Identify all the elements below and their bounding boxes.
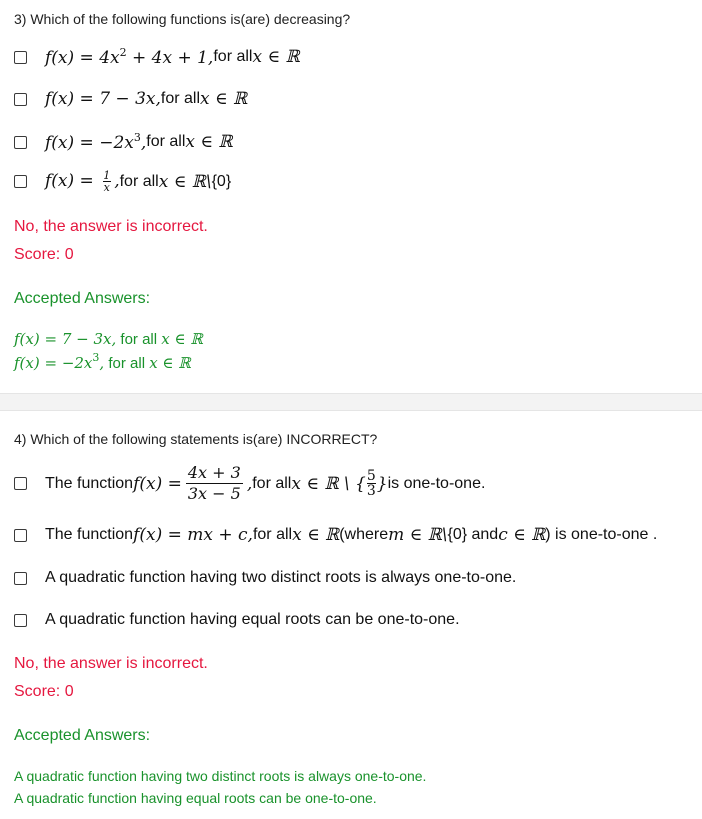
option-text: {0} and — [447, 526, 499, 543]
option-cond: x ∈ ℝ — [252, 47, 300, 67]
option-math: f(x) = $\frac{4x + 3}{3x - 5}$ , — [133, 463, 253, 503]
option-math: x ∈ ℝ — [292, 525, 340, 545]
option-math: f(x) = 7 − 3x, — [45, 89, 161, 109]
checkbox[interactable] — [14, 175, 27, 188]
option-text: for all — [252, 526, 293, 543]
q4-option-3[interactable] — [14, 569, 516, 587]
q3-option-2[interactable] — [14, 89, 247, 109]
section-divider — [0, 393, 702, 411]
option-text: for all — [146, 133, 186, 150]
option-tail: is one-to-one. — [387, 474, 486, 492]
q3-option-1[interactable] — [14, 46, 300, 68]
q4-accepted-title: Accepted Answers: — [14, 727, 151, 744]
q3-accepted-title: Accepted Answers: — [14, 290, 151, 307]
q3-status: No, the answer is incorrect. — [14, 218, 208, 235]
checkbox[interactable] — [14, 51, 27, 64]
checkbox[interactable] — [14, 572, 27, 585]
option-cond: x ∈ ℝ — [200, 89, 248, 109]
q3-score: Score: 0 — [14, 246, 74, 263]
q4-option-2[interactable] — [14, 525, 657, 545]
q4-status: No, the answer is incorrect. — [14, 655, 208, 672]
q3-accepted-2: $f(x) = -2x^3$, for all x ∈ ℝ — [14, 351, 191, 372]
checkbox[interactable] — [14, 477, 27, 490]
q4-option-4[interactable] — [14, 611, 460, 629]
checkbox[interactable] — [14, 93, 27, 106]
q4-title: 4) Which of the following statements is(are) INCORRECT? — [14, 431, 378, 447]
checkbox[interactable] — [14, 529, 27, 542]
option-math: f(x) = mx + c, — [133, 525, 253, 545]
option-text: The function — [45, 526, 134, 543]
q3-option-3[interactable] — [14, 131, 232, 153]
option-text: (where — [339, 526, 389, 543]
option-cond: x ∈ ℝ \ { $\frac{5}{3}$ } — [291, 468, 388, 499]
option-text: for all — [252, 474, 292, 492]
q3-accepted-1: f(x) = 7 − 3x, for all x ∈ ℝ — [14, 330, 203, 348]
option-math: f(x) = $\frac{1}{x}$ , — [45, 169, 120, 194]
q3-option-4[interactable] — [14, 170, 231, 193]
option-text: for all — [213, 48, 253, 65]
q4-accepted-1: A quadratic function having two distinct roots is always one-to-one. — [14, 768, 427, 784]
option-math: $f(x) = 4x^2 + 4x + 1$, — [45, 46, 214, 68]
option-text: A quadratic function having two distinct roots is always one-to-one. — [45, 569, 517, 586]
option-text: The function — [45, 474, 134, 492]
q3-title: 3) Which of the following functions is(are) decreasing? — [14, 11, 351, 27]
q4-option-1[interactable] — [14, 463, 485, 504]
option-text: for all — [160, 90, 200, 107]
q4-accepted-2: A quadratic function having equal roots can be one-to-one. — [14, 790, 377, 806]
option-text: ) is one-to-one . — [545, 526, 658, 543]
checkbox[interactable] — [14, 136, 27, 149]
option-tail: {0} — [211, 172, 232, 190]
option-cond: x ∈ ℝ\ — [158, 171, 212, 192]
checkbox[interactable] — [14, 614, 27, 627]
option-math: $f(x) = -2x^3$, — [45, 131, 147, 153]
q4-score: Score: 0 — [14, 683, 74, 700]
option-text: A quadratic function having equal roots can be one-to-one. — [45, 611, 460, 628]
option-math: m ∈ ℝ\ — [388, 525, 448, 545]
option-math: c ∈ ℝ — [498, 525, 546, 545]
option-cond: x ∈ ℝ — [185, 132, 233, 152]
option-text: for all — [119, 172, 159, 190]
